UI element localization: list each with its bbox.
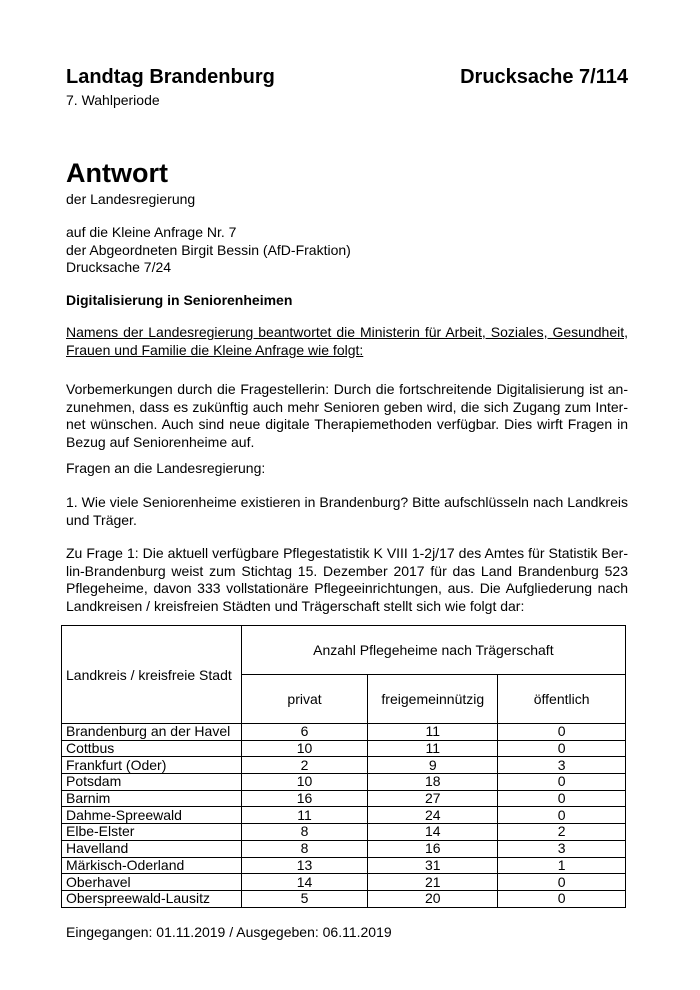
table-body <box>62 724 626 908</box>
cell-region: Märkisch-Oderland <box>62 857 242 874</box>
cell-freigemeinnuetzig: 21 <box>368 874 498 891</box>
cell-region: Potsdam <box>62 774 242 791</box>
cell-privat: 10 <box>241 774 368 791</box>
cell-privat: 8 <box>241 824 368 841</box>
electoral-period: 7. Wahlperiode <box>66 92 160 108</box>
intro-paragraph <box>66 324 628 359</box>
cell-oeffentlich: 1 <box>498 857 626 874</box>
paragraph-line: net wünschen. Auch sind neue digitale Therapiemethoden verfügbar. Dies wirft Fragen in <box>66 416 628 432</box>
document-dates: Eingegangen: 01.11.2019 / Ausgegeben: 06.11.2019 <box>66 924 392 940</box>
cell-oeffentlich: 0 <box>498 740 626 757</box>
cell-region: Havelland <box>62 840 242 857</box>
table-row <box>62 757 626 774</box>
cell-privat: 16 <box>241 790 368 807</box>
cell-freigemeinnuetzig: 18 <box>368 774 498 791</box>
cell-region: Oberspreewald-Lausitz <box>62 890 242 907</box>
column-header-privat: privat <box>241 675 368 724</box>
column-group-header: Anzahl Pflegeheime nach Trägerschaft <box>241 626 625 675</box>
cell-privat: 6 <box>241 724 368 741</box>
inquiry-topic: Digitalisierung in Seniorenheimen <box>66 292 293 308</box>
paragraph-line: Landkreisen / kreisfreien Städten und Trägerschaft stellt sich wie folgt dar: <box>66 597 525 614</box>
cell-oeffentlich: 3 <box>498 757 626 774</box>
cell-region: Elbe-Elster <box>62 824 242 841</box>
document-header <box>66 66 628 92</box>
cell-privat: 13 <box>241 857 368 874</box>
column-header-freigemeinnuetzig: freigemeinnützig <box>368 675 498 724</box>
table-row <box>62 857 626 874</box>
paragraph-line: 1. Wie viele Seniorenheime existieren in Brandenburg? Bitte aufschlüsseln nach Landkreis <box>66 494 628 510</box>
cell-oeffentlich: 0 <box>498 874 626 891</box>
cell-freigemeinnuetzig: 16 <box>368 840 498 857</box>
cell-privat: 14 <box>241 874 368 891</box>
cell-freigemeinnuetzig: 9 <box>368 757 498 774</box>
nursing-homes-table <box>61 625 626 908</box>
document-title: Antwort <box>66 158 168 188</box>
table-row <box>62 874 626 891</box>
cell-region: Cottbus <box>62 740 242 757</box>
cell-region: Dahme-Spreewald <box>62 807 242 824</box>
document-subtitle: der Landesregierung <box>66 191 196 207</box>
cell-privat: 11 <box>241 807 368 824</box>
paragraph-line: Bezug auf Seniorenheime auf. <box>66 433 255 450</box>
cell-freigemeinnuetzig: 24 <box>368 807 498 824</box>
parliament-name: Landtag Brandenburg <box>66 66 275 88</box>
cell-oeffentlich: 2 <box>498 824 626 841</box>
cell-privat: 8 <box>241 840 368 857</box>
cell-oeffentlich: 0 <box>498 724 626 741</box>
answer-1 <box>66 545 628 615</box>
table-row <box>62 740 626 757</box>
paragraph-line: lin-Brandenburg weist zum Stichtag 15. Dezember 2017 für das Land Brandenburg 523 <box>66 562 628 579</box>
cell-privat: 2 <box>241 757 368 774</box>
cell-oeffentlich: 0 <box>498 890 626 907</box>
table-row <box>62 840 626 857</box>
table-row <box>62 807 626 824</box>
question-1 <box>66 494 628 529</box>
questions-heading <box>66 460 628 478</box>
paragraph-line: und Träger. <box>66 511 137 528</box>
table-row <box>62 774 626 791</box>
table-row <box>62 724 626 741</box>
column-header-oeffentlich: öffentlich <box>498 675 626 724</box>
column-header-region: Landkreis / kreisfreie Stadt <box>62 626 242 724</box>
paragraph-line: Namens der Landesregierung beantwortet die Ministerin für Arbeit, Soziales, Gesundheit, <box>66 324 628 340</box>
cell-freigemeinnuetzig: 31 <box>368 857 498 874</box>
cell-region: Barnim <box>62 790 242 807</box>
cell-oeffentlich: 0 <box>498 807 626 824</box>
cell-region: Frankfurt (Oder) <box>62 757 242 774</box>
inquiry-reference <box>66 224 351 277</box>
cell-oeffentlich: 0 <box>498 790 626 807</box>
table-row <box>62 790 626 807</box>
cell-oeffentlich: 0 <box>498 774 626 791</box>
cell-region: Brandenburg an der Havel <box>62 724 242 741</box>
cell-oeffentlich: 3 <box>498 840 626 857</box>
table-row <box>62 890 626 907</box>
table-row <box>62 824 626 841</box>
paragraph-line: Frauen und Familie die Kleine Anfrage wie folgt: <box>66 341 364 358</box>
paragraph-line: zunehmen, dass es zukünftig auch mehr Senioren geben wird, die sich Zugang zum Inter- <box>66 398 628 415</box>
inquiry-line: der Abgeordneten Birgit Bessin (AfD-Fraktion) <box>66 241 351 258</box>
paragraph-line: Fragen an die Landesregierung: <box>66 460 266 476</box>
inquiry-line: auf die Kleine Anfrage Nr. 7 <box>66 224 237 240</box>
cell-privat: 5 <box>241 890 368 907</box>
preliminary-remarks <box>66 381 628 451</box>
cell-freigemeinnuetzig: 11 <box>368 724 498 741</box>
cell-privat: 10 <box>241 740 368 757</box>
inquiry-line: Drucksache 7/24 <box>66 259 172 275</box>
cell-region: Oberhavel <box>62 874 242 891</box>
cell-freigemeinnuetzig: 11 <box>368 740 498 757</box>
cell-freigemeinnuetzig: 27 <box>368 790 498 807</box>
paragraph-line: Zu Frage 1: Die aktuell verfügbare Pflegestatistik K VIII 1-2j/17 des Amtes für Statistik Ber- <box>66 545 628 561</box>
document-number: Drucksache 7/114 <box>460 66 628 88</box>
paragraph-line: Vorbemerkungen durch die Fragestellerin: Durch die fortschreitende Digitalisierung ist an- <box>66 381 628 397</box>
paragraph-line: Pflegeheime, davon 333 vollstationäre Pflegeeinrichtungen, aus. Die Aufgliederung nach <box>66 580 628 596</box>
cell-freigemeinnuetzig: 14 <box>368 824 498 841</box>
cell-freigemeinnuetzig: 20 <box>368 890 498 907</box>
